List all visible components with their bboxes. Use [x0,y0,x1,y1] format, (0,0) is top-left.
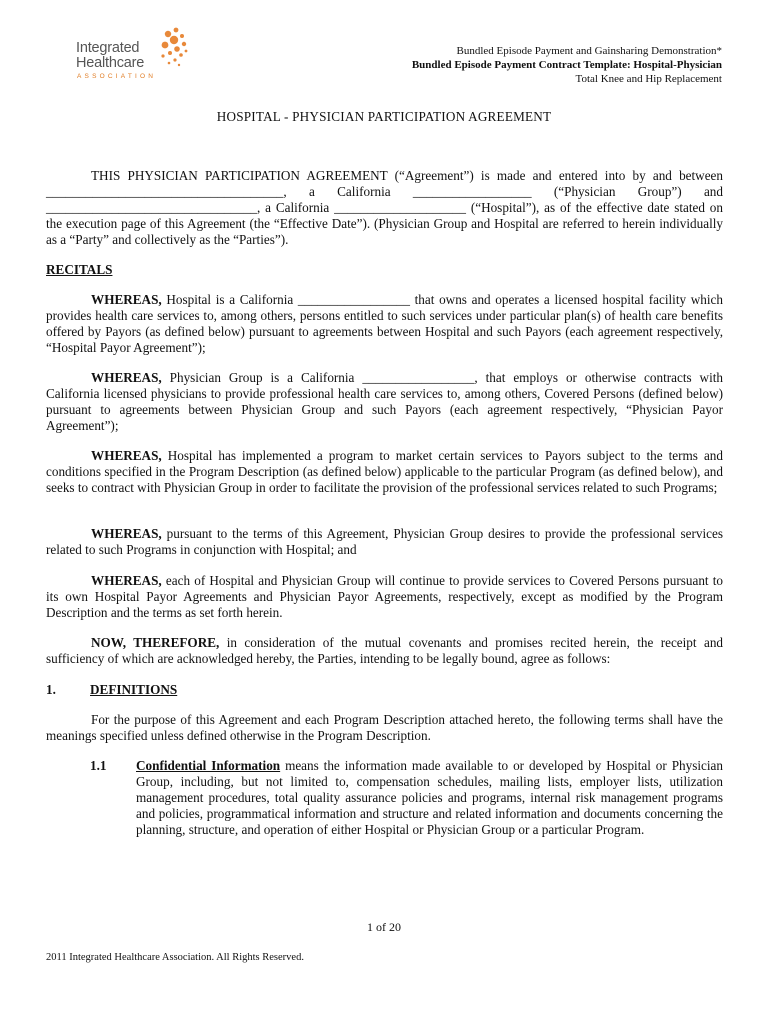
whereas-label: WHEREAS, [91,370,162,385]
section-number: 1. [46,682,56,697]
recital-text: Physician Group is a California _________________, that employs or otherwise contracts with California licensed physicians to provide professional health care services to, among others, Covered Persons (defined below) pursuant to agreements between Physician Group and such Payors (each agreement respectively, “Physician Payor Agreement”); [46,370,723,433]
document-header [412,44,722,86]
iha-logo [76,24,191,84]
recital-text: each of Hospital and Physician Group will continue to provide services to Covered Persons pursuant to its own Hospital Payor Agreements and Physician Payor Agreements, respectively, except as modified by the Program Description and the terms as set forth herein. [46,573,724,620]
logo-line-1: Integrated [76,40,140,56]
page-number: 1 of 20 [367,920,401,934]
whereas-label: WHEREAS, [91,526,162,541]
now-therefore-text: in consideration of the mutual covenants and promises recited herein, the receipt and sufficiency of which are acknowledged hereby, the Parties, intending to be legally bound, agree as follows: [46,635,724,666]
logo-line-2: Healthcare [76,55,145,71]
header-line-2: Bundled Episode Payment Contract Template: Hospital-Physician [411,59,722,71]
definition-text: means the information made available to or developed by Hospital or Physician Group, including, but not limited to, compensation schedules, mailing lists, employer lists, utilization management procedures, total quality assurance policies and programs, internal risk management programs and policies, programmatical information and structure and related information and documents concerning the planning, structure, and operation of either Hospital or Physician Group or a particular Program. [136,758,723,837]
whereas-label: WHEREAS, [91,448,162,463]
header-line-1: Bundled Episode Payment and Gainsharing Demonstration* [456,45,722,57]
recital-paragraph [46,573,723,621]
whereas-label: WHEREAS, [91,292,162,307]
header-line-3: Total Knee and Hip Replacement [575,73,722,85]
recital-text: Hospital has implemented a program to market certain services to Payors subject to the terms and conditions specified in the Program Description (as defined below) applicable to the particular Program (as defined below), and seeks to contract with Physician Group in order to facilitate the provision of the professional services related to such Programs; [46,448,723,495]
recital-paragraph [46,526,723,558]
recital-paragraph [46,370,723,434]
recital-paragraph [46,292,723,356]
copyright-notice: 2011 Integrated Healthcare Association. All Rights Reserved. [46,952,304,963]
now-therefore-paragraph [46,635,723,667]
whereas-label: WHEREAS, [91,573,162,588]
document-title: HOSPITAL - PHYSICIAN PARTICIPATION AGREEMENT [216,109,552,124]
recitals-heading: RECITALS [46,262,113,277]
definition-item [136,758,723,838]
logo-line-3: ASSOCIATION [77,73,157,80]
section-heading: DEFINITIONS [90,682,178,697]
now-therefore-label: NOW, THEREFORE, [91,635,220,650]
definition-term: Confidential Information [136,758,281,773]
recital-paragraph [46,448,723,496]
section-intro: For the purpose of this Agreement and each Program Description attached hereto, the following terms shall have the meanings specified unless defined otherwise in the Program Description. [46,712,723,743]
intro-paragraph: THIS PHYSICIAN PARTICIPATION AGREEMENT (“Agreement”) is made and entered into by and between ____________________________________, a California __________________ (“Physician Group”) and ________________________________, a California ____________________ (“Hospital”), as of the effective date stated on the execution page of this Agreement (the “Effective Date”). (Physician Group and Hospital are referred to herein individually as a “Party” and collectively as the “Parties”). [46,168,723,247]
recital-text: pursuant to the terms of this Agreement, Physician Group desires to provide the professional services related to such Programs in conjunction with Hospital; and [46,526,723,557]
recital-text: Hospital is a California _________________ that owns and operates a licensed hospital facility which provides health care services to, among others, persons entitled to such services under particular plan(s) of health care benefits offered by Payors (as defined below) pursuant to agreements between Hospital and such Payors (each agreement respectively, “Hospital Payor Agreement”); [46,292,723,355]
definition-number: 1.1 [90,758,107,773]
